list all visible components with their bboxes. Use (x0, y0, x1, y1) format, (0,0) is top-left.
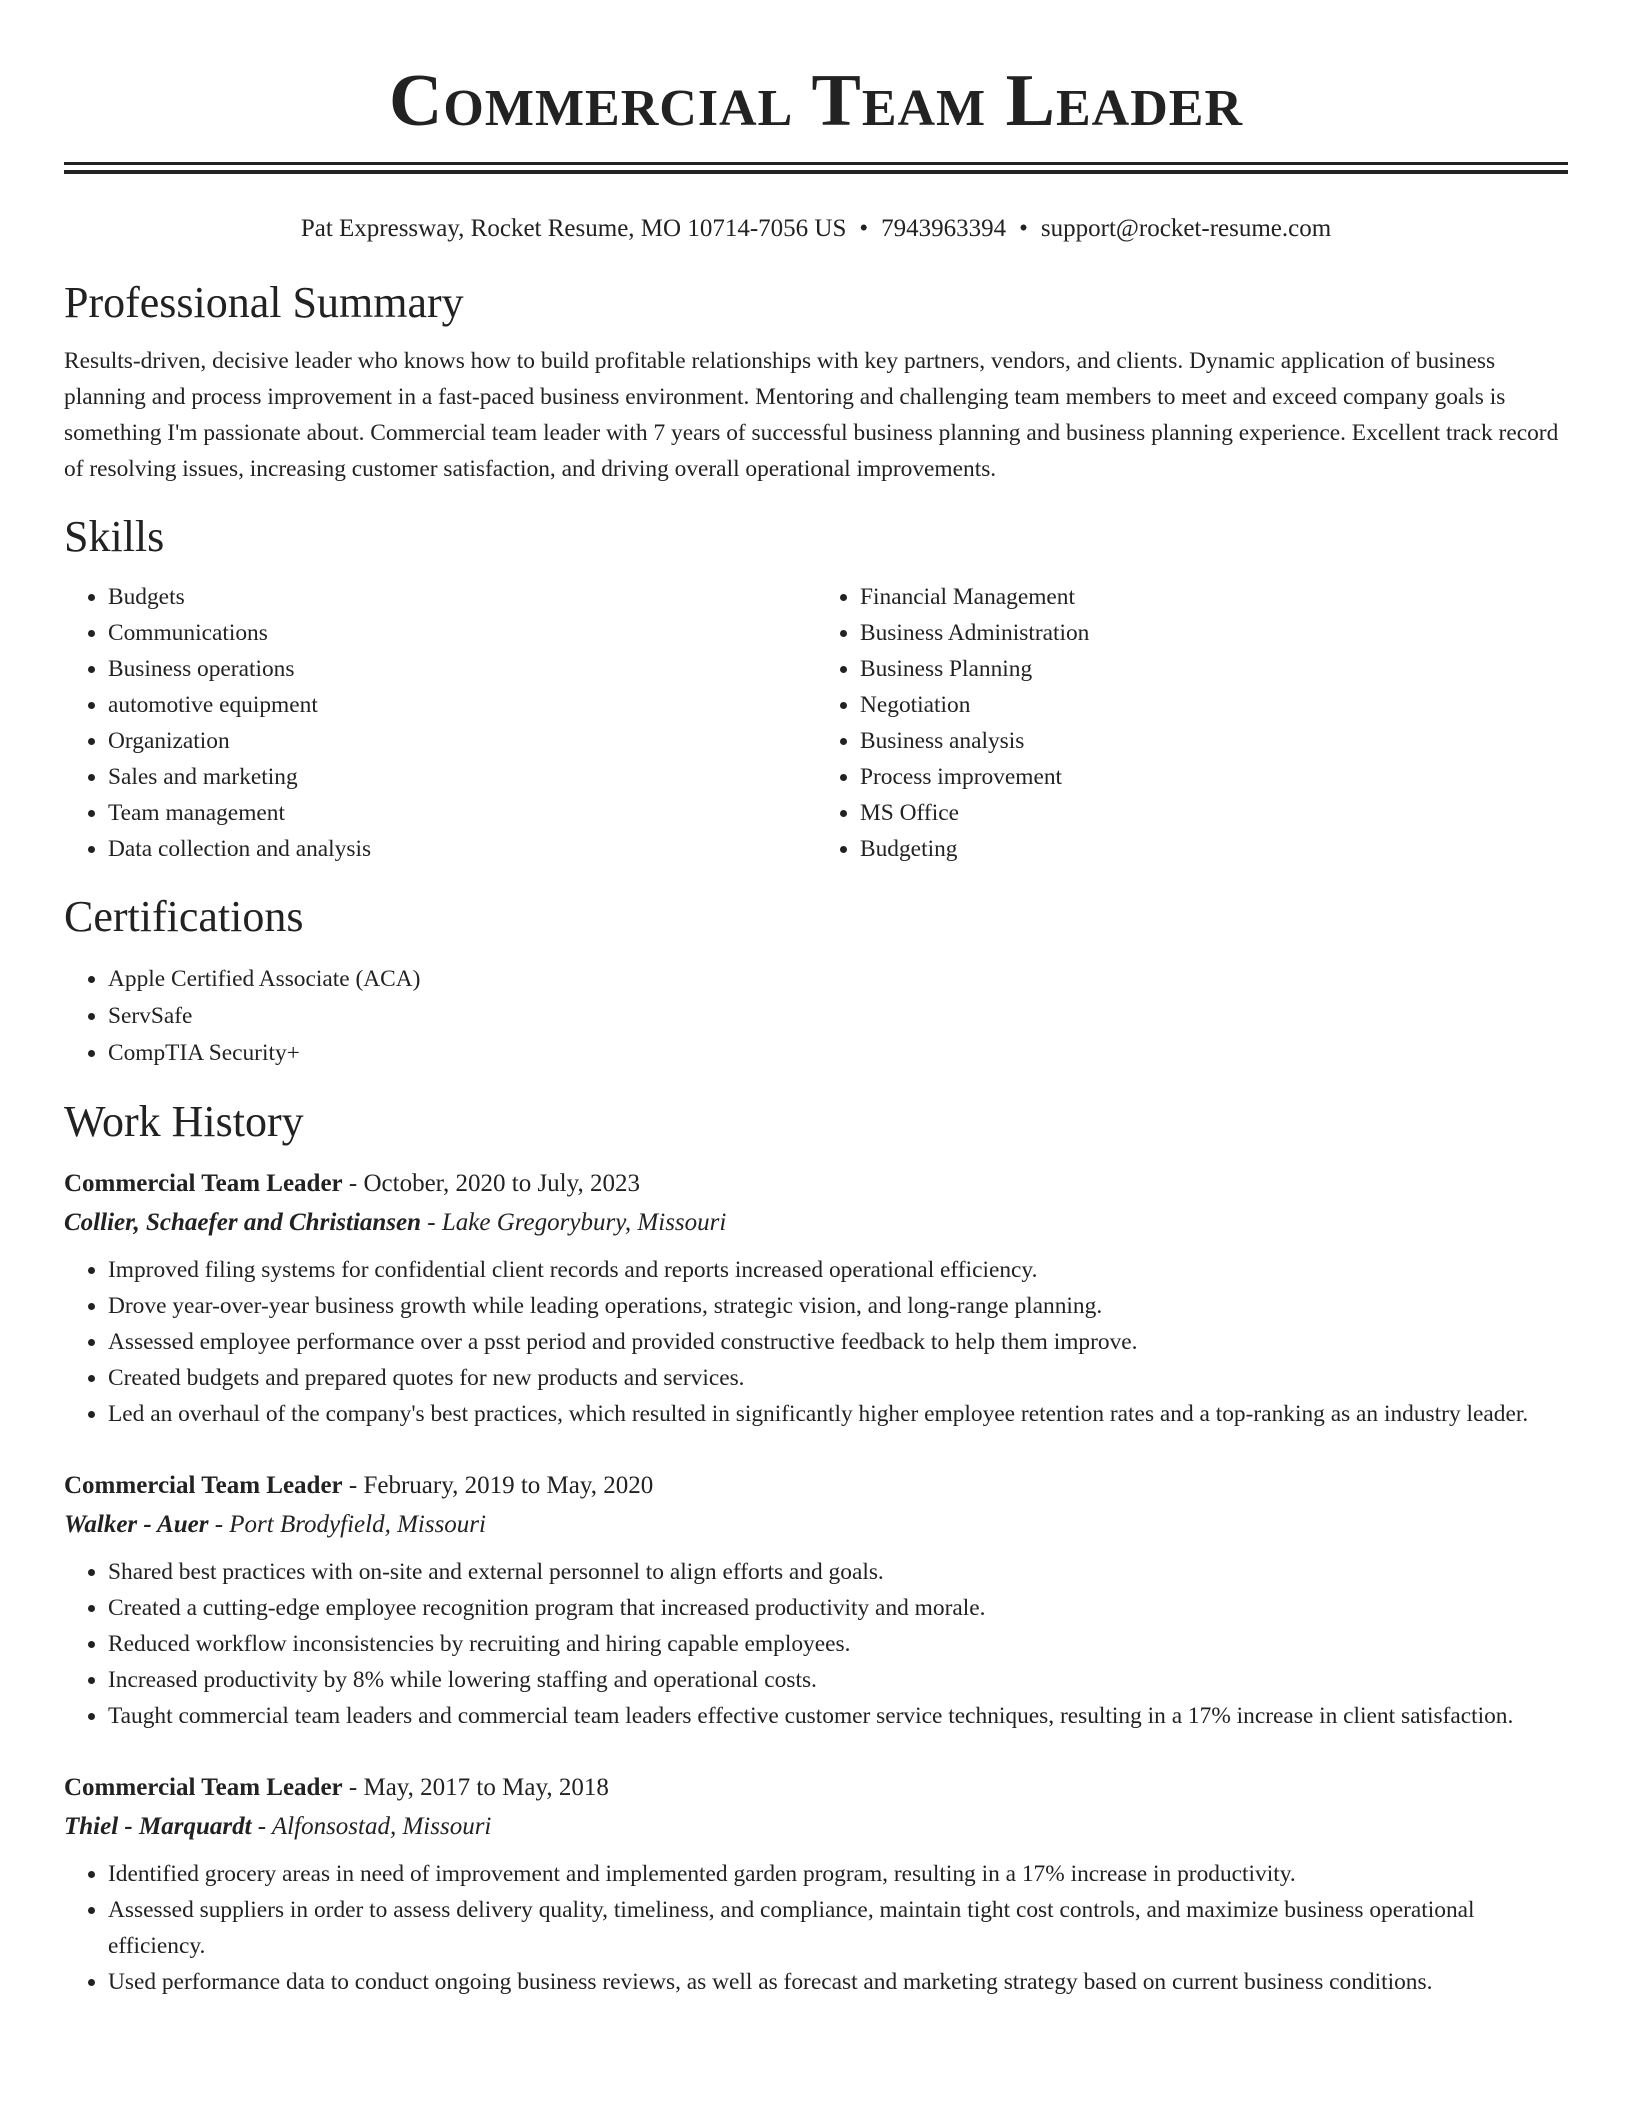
skill-item: • Data collection and analysis (108, 831, 816, 867)
job-dash: - (421, 1209, 442, 1236)
skill-item: • Organization (108, 723, 816, 759)
job-bullet: • Used performance data to conduct ongoing business reviews, as well as forecast and marketing strategy based on current business conditions. (108, 1964, 1568, 2000)
skill-item: • Communications (108, 615, 816, 651)
job-dates: February, 2019 to May, 2020 (363, 1472, 654, 1499)
job-dash: - (251, 1813, 272, 1840)
skill-item: • Team management (108, 795, 816, 831)
job-bullets (64, 1856, 1568, 2000)
skills-heading: Skills (64, 512, 165, 561)
summary-heading: Professional Summary (64, 278, 464, 327)
job-bullet: • Improved filing systems for confidential client records and reports increased operational efficiency. (108, 1252, 1568, 1288)
job-entry (64, 1768, 1568, 2000)
skill-item: • Negotiation (860, 687, 1568, 723)
job-bullet: • Created a cutting-edge employee recognition program that increased productivity and morale. (108, 1590, 1568, 1626)
job-title-line (64, 1164, 1568, 1203)
work-history-heading: Work History (64, 1097, 304, 1146)
job-title: Commercial Team Leader (64, 1170, 343, 1197)
skill-item: • Business Planning (860, 651, 1568, 687)
job-title-line (64, 1768, 1568, 1807)
job-bullet: • Drove year-over-year business growth while leading operations, strategic vision, and long-range planning. (108, 1288, 1568, 1324)
certification-item: • ServSafe (108, 998, 1568, 1035)
job-dash: - (342, 1472, 364, 1499)
job-company: Collier, Schaefer and Christiansen (64, 1209, 422, 1236)
job-location: Port Brodyfield, Missouri (229, 1511, 486, 1538)
job-bullet: • Created budgets and prepared quotes for new products and services. (108, 1360, 1568, 1396)
job-company-line (64, 1203, 1568, 1242)
job-bullet: • Identified grocery areas in need of improvement and implemented garden program, resulting in a 17% increase in productivity. (108, 1856, 1568, 1892)
certification-item: • Apple Certified Associate (ACA) (108, 961, 1568, 998)
skill-item: • MS Office (860, 795, 1568, 831)
summary-text: Results-driven, decisive leader who knows how to build profitable relationships with key partners, vendors, and clients. Dynamic application of business planning and process improvement in a fast-paced business environment. Mentoring and challenging team members to meet and exceed company goals is something I'm passionate about. Commercial team leader with 7 years of successful business planning and business planning experience. Excellent track record of resolving issues, increasing customer satisfaction, and driving overall operational improvements. (64, 348, 1559, 482)
job-bullet: • Shared best practices with on-site and external personnel to align efforts and goals. (108, 1554, 1568, 1590)
skills-list-left (64, 579, 816, 867)
contact-separator: • (1019, 215, 1028, 242)
job-dates: May, 2017 to May, 2018 (363, 1774, 609, 1801)
job-dash: - (342, 1774, 364, 1801)
job-bullet: • Increased productivity by 8% while lowering staffing and operational costs. (108, 1662, 1568, 1698)
job-title: Commercial Team Leader (64, 1774, 343, 1801)
title-divider-thin (64, 162, 1568, 165)
job-bullet: • Assessed employee performance over a psst period and provided constructive feedback to help them improve. (108, 1324, 1568, 1360)
skill-item: • Financial Management (860, 579, 1568, 615)
job-title: Commercial Team Leader (64, 1472, 343, 1499)
certifications-list (64, 961, 1568, 1072)
skill-item: • Business analysis (860, 723, 1568, 759)
job-dash: - (208, 1511, 230, 1538)
job-bullet: • Led an overhaul of the company's best practices, which resulted in significantly higher employee retention rates and a top-ranking as an industry leader. (108, 1396, 1568, 1432)
job-location: Alfonsostad, Missouri (271, 1813, 492, 1840)
job-bullets (64, 1554, 1568, 1734)
job-bullet: • Reduced workflow inconsistencies by recruiting and hiring capable employees. (108, 1626, 1568, 1662)
skills-columns (64, 579, 1568, 867)
skill-item: • Budgeting (860, 831, 1568, 867)
skill-item: • Sales and marketing (108, 759, 816, 795)
job-title-line (64, 1466, 1568, 1505)
job-bullet: • Assessed suppliers in order to assess delivery quality, timeliness, and compliance, maintain tight cost controls, and maximize business operational efficiency. (108, 1892, 1568, 1964)
skill-item: • Business operations (108, 651, 816, 687)
skill-item: • Business Administration (860, 615, 1568, 651)
job-location: Lake Gregorybury, Missouri (441, 1209, 727, 1236)
job-dates: October, 2020 to July, 2023 (363, 1170, 640, 1197)
certification-item: • CompTIA Security+ (108, 1035, 1568, 1072)
resume-title: Commercial Team Leader (388, 60, 1244, 142)
contact-line (64, 211, 1568, 247)
contact-separator: • (859, 215, 869, 242)
contact-phone: 7943963394 (881, 215, 1007, 242)
job-company: Walker - Auer (64, 1511, 209, 1538)
contact-email: support@rocket-resume.com (1040, 215, 1332, 242)
job-bullet: • Taught commercial team leaders and commercial team leaders effective customer service techniques, resulting in a 17% increase in client satisfaction. (108, 1698, 1568, 1734)
skills-list-right (816, 579, 1568, 867)
skill-item: • Budgets (108, 579, 816, 615)
job-bullets (64, 1252, 1568, 1432)
title-divider-thick (64, 170, 1568, 174)
skill-item: • automotive equipment (108, 687, 816, 723)
job-dash: - (342, 1170, 364, 1197)
job-company: Thiel - Marquardt (64, 1813, 252, 1840)
certifications-heading: Certifications (64, 892, 304, 941)
job-entry (64, 1164, 1568, 1432)
job-company-line (64, 1807, 1568, 1846)
job-entry (64, 1466, 1568, 1734)
skill-item: • Process improvement (860, 759, 1568, 795)
contact-address: Pat Expressway, Rocket Resume, MO 10714-7056 US (300, 215, 847, 242)
job-company-line (64, 1505, 1568, 1544)
